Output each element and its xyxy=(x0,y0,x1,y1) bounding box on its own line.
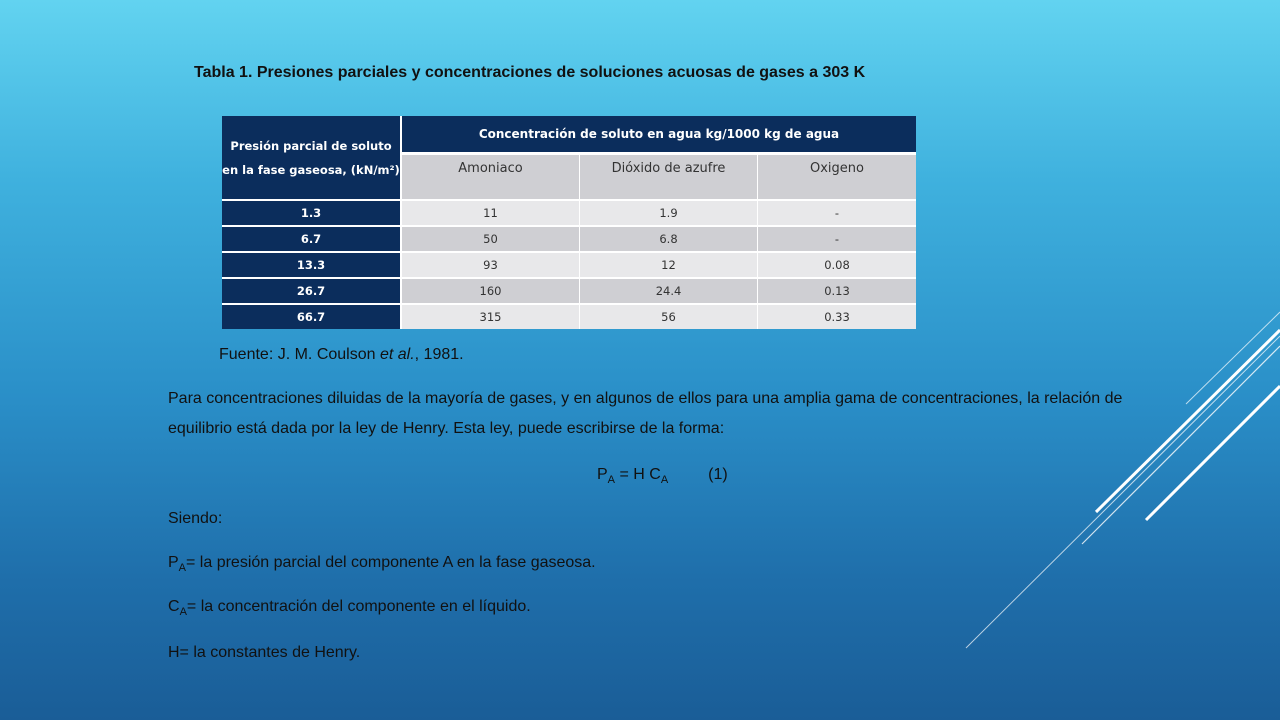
row-pressure: 13.3 xyxy=(222,252,401,278)
eq-mid: = H C xyxy=(615,466,661,483)
cell: 0.13 xyxy=(758,278,917,304)
row-pressure: 1.3 xyxy=(222,200,401,226)
henry-equation xyxy=(597,466,728,486)
def-pa xyxy=(168,554,596,574)
col-header-dioxido: Dióxido de azufre xyxy=(580,154,758,201)
row-pressure: 6.7 xyxy=(222,226,401,252)
def-ca-text: = la concentración del componente en el líquido. xyxy=(186,598,531,615)
def-pa-text: = la presión parcial del componente A en la fase gaseosa. xyxy=(186,554,596,571)
table-row xyxy=(222,278,916,304)
col-header-oxigeno: Oxigeno xyxy=(758,154,917,201)
header-concentration: Concentración de soluto en agua kg/1000 kg de agua xyxy=(401,116,916,154)
source-prefix: Fuente: J. M. Coulson xyxy=(219,346,380,363)
cell: 11 xyxy=(401,200,580,226)
def-h: H= la constantes de Henry. xyxy=(168,644,361,661)
table-title: Tabla 1. Presiones parciales y concentraciones de soluciones acuosas de gases a 303 K xyxy=(194,64,866,81)
def-ca xyxy=(168,598,531,618)
cell: 93 xyxy=(401,252,580,278)
table-row xyxy=(222,252,916,278)
data-table xyxy=(222,116,916,329)
def-ca-sub: A xyxy=(179,606,187,619)
eq-p: P xyxy=(597,466,608,483)
def-pa-sub: A xyxy=(178,562,187,575)
source-etal: et al. xyxy=(379,346,415,363)
body-paragraph: Para concentraciones diluidas de la mayoría de gases, y en algunos de ellos para una amplia gama de concentraciones, la relación de equilibrio está dada por la ley de Henry. Esta ley, puede escribirse de la forma: xyxy=(168,390,1123,437)
siendo-label: Siendo: xyxy=(168,510,223,527)
row-pressure: 66.7 xyxy=(222,304,401,329)
def-pa-sym: P xyxy=(168,554,179,571)
cell: 56 xyxy=(580,304,758,329)
cell: 6.8 xyxy=(580,226,758,252)
cell: 24.4 xyxy=(580,278,758,304)
def-ca-sym: C xyxy=(168,598,180,615)
cell: 0.33 xyxy=(758,304,917,329)
cell: 315 xyxy=(401,304,580,329)
row-pressure: 26.7 xyxy=(222,278,401,304)
eq-number: (1) xyxy=(708,466,728,483)
cell: 50 xyxy=(401,226,580,252)
cell: - xyxy=(758,200,917,226)
table-row xyxy=(222,226,916,252)
col-header-amoniaco: Amoniaco xyxy=(401,154,580,201)
cell: - xyxy=(758,226,917,252)
cell: 12 xyxy=(580,252,758,278)
eq-c-sub: A xyxy=(660,474,669,487)
source-suffix: , 1981. xyxy=(414,346,464,363)
eq-p-sub: A xyxy=(607,474,616,487)
source-citation xyxy=(219,346,464,364)
table-row xyxy=(222,304,916,329)
cell: 1.9 xyxy=(580,200,758,226)
cell: 0.08 xyxy=(758,252,917,278)
table-row xyxy=(222,200,916,226)
cell: 160 xyxy=(401,278,580,304)
header-pressure: Presión parcial de soluto en la fase gaseosa, (kN/m²) xyxy=(222,116,401,200)
